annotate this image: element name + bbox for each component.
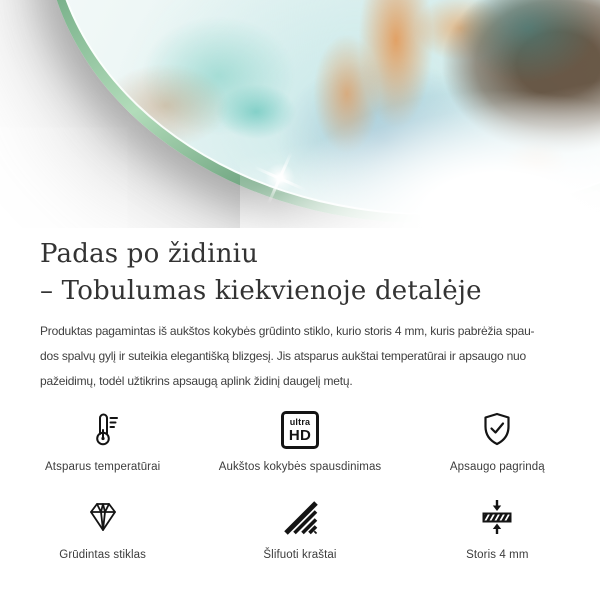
product-description <box>40 319 560 394</box>
feature-label: Šlifuoti kraštai <box>263 549 337 561</box>
feature-label: Apsaugo pagrindą <box>449 461 545 473</box>
ultra-hd-text: ultra <box>289 416 311 427</box>
description-line: dos spalvų gylį ir suteikia elegantišką blizgesį. Jis atsparus aukštai temperatūrai ir apsaugo nuo <box>40 349 526 363</box>
ultra-hd-text: HD <box>288 426 312 444</box>
title-line-1: Padas po židiniu <box>40 239 259 269</box>
diamond-icon <box>83 497 123 537</box>
photo-fade <box>240 74 600 228</box>
feature-tempered-glass <box>4 495 201 561</box>
feature-protects-base <box>399 407 596 473</box>
feature-label: Grūdintas stiklas <box>59 549 147 561</box>
ultra-hd-icon <box>281 411 319 449</box>
description-line: Produktas pagamintas iš aukštos kokybės grūdinto stiklo, kurio storis 4 mm, kuris pabrėžia spau- <box>40 324 535 338</box>
thermometer-icon <box>83 409 123 449</box>
shield-check-icon <box>477 409 517 449</box>
feature-print-quality <box>201 407 398 473</box>
feature-heat-resistant <box>4 407 201 473</box>
feature-label: Atsparus temperatūrai <box>45 461 161 473</box>
description-line: pažeidimų, todėl užtikrins apsaugą aplink židinį daugelį metų. <box>40 374 353 388</box>
feature-polished-edges <box>201 495 398 561</box>
features-grid <box>0 407 600 561</box>
page-title <box>40 236 560 310</box>
thickness-icon <box>477 497 517 537</box>
feature-thickness <box>399 495 596 561</box>
title-line-2: – Tobulumas kiekvienoje detalėje <box>40 276 482 306</box>
feature-label: Storis 4 mm <box>466 549 529 561</box>
product-photo <box>0 0 600 228</box>
polished-edges-icon <box>280 497 320 537</box>
feature-label: Aukštos kokybės spausdinimas <box>218 461 382 473</box>
